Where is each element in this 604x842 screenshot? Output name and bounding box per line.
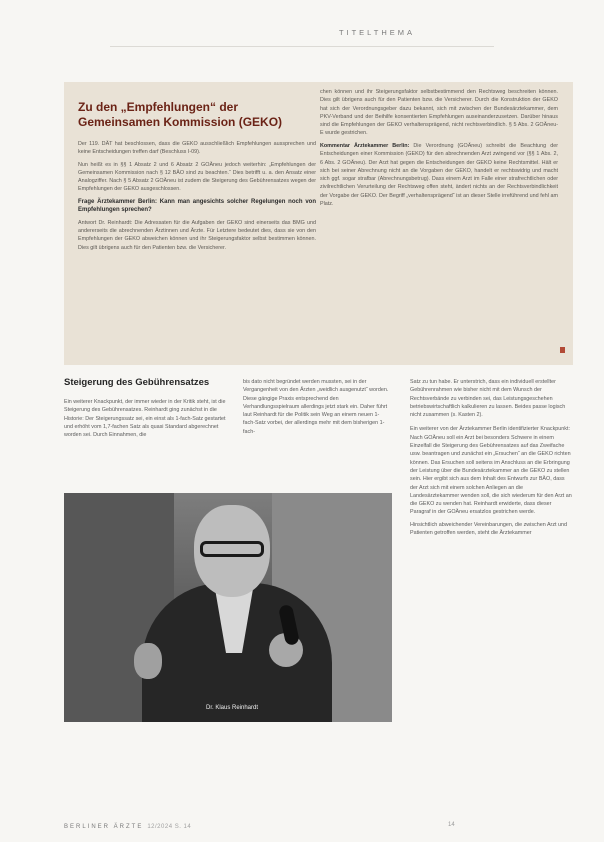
- speaker-hand-left: [134, 643, 162, 679]
- page-footer: [64, 824, 191, 830]
- header-divider: [110, 46, 494, 47]
- end-mark: [560, 347, 565, 353]
- box-question: Frage Ärztekammer Berlin: Kann man angesichts solcher Regelungen noch von Empfehlungen sprechen?: [78, 198, 316, 214]
- page-number: 14: [448, 822, 455, 828]
- article-text: Ein weiterer Knackpunkt, der immer wieder in der Kritik steht, ist die Steigerung des Gebührensatzes. Reinhardt ging zunächst in die Historie: Der Steigerungssatz sei, ein einst als 1-fach-Satz gestartet und erhöht vom 1,7-fachen Satz als quasi Standard abgerechnet worden sei. Durch Einnahmen, die: [64, 399, 226, 439]
- comment-label: Kommentar Ärztekammer Berlin:: [320, 142, 410, 149]
- box-paragraph: chen können und ihr Steigerungsfaktor selbstbestimmend den Rechtsweg beschreiten können. Dies gilt übrigens auch für den Patienten bzw. die Versicherer. Durch die Konstruktion der GEKO hat sich der Verordnungsgeber dazu bekannt, sich mit zwischen der Bundesärztekammer, dem PKV-Verband und der Beihilfe konsentierten Empfehlungen auseinanderzusetzen. Darüber hinaus sind die Empfehlungen der GEKO verhaltensprägend, nicht rechtsverbindlich. § 5 Abs. 2 GOÄneu-E wurde gestrichen.: [320, 89, 558, 137]
- article-column-3: [410, 378, 572, 541]
- box-paragraph: Nun heißt es in §§ 1 Absatz 2 und 6 Absatz 2 GOÄneu jedoch weiterhin: „Empfehlungen der Gemeinsamen Kommission nach § 12 BÄO sind zu beachten.“ Dies betrifft u. a. den Ansatz einer Analogziffer. Nach § 5 Absatz 2 GOÄneu ist zudem die Steigerung des Gebührensatzes wegen der Empfehlungen der GEKO ausgeschlossen.: [78, 161, 316, 193]
- speaker-photo: [64, 493, 392, 722]
- section-header: [0, 28, 604, 37]
- info-box-right-column: [320, 88, 558, 212]
- comment-text: Die Verordnung (GOÄneu) schreibt die Beachtung der Entscheidungen einer Kommission (GEKO) für den abrechnenden Arzt zwingend vor (§§ 1 Abs. 2, 6 Abs. 2 GOÄneu). Der Arzt hat gegen die Entscheidungen der GEKO keine Rechtsmittel. Hält er sich bei seiner Abrechnung nicht an die Vorgaben der GEKO, handelt er rechtswidrig und macht sich ggf. sogar strafbar (Abrechnungsbetrug). Dass einem Arzt im Falle einer strafrechtlichen oder zivilrechtlichen Verurteilung der Rechtsweg offen steht, ändert nichts an der Rechtsverbindlichkeit der Vorgabe der GEKO. Der Begriff „verhaltensprägend“ ist an dieser Stelle irreführend und fehl am Platz.: [320, 142, 558, 208]
- info-box-left-column: [78, 94, 316, 256]
- article-column-1: [64, 398, 229, 443]
- speaker-glasses: [200, 541, 264, 557]
- article-text: Hinsichtlich abweichender Vereinbarungen, die zwischen Arzt und Patienten getroffen werden, steht die Ärztekammer: [410, 521, 568, 537]
- box-answer: Antwort Dr. Reinhardt: Die Adressaten für die Aufgaben der GEKO sind einerseits das BMG und andererseits die abrechnenden Ärztinnen und Ärzte. Für Letztere bedeutet dies, dass sie von den Empfehlungen der GEKO abweichen können und ihr Steigerungsfaktor selbst bestimmen können. Dies gilt übrigens auch für den Patienten bzw. die Versicherer.: [78, 219, 316, 251]
- issue-info: 12/2024 S. 14: [147, 824, 192, 830]
- info-box-geko: [64, 82, 573, 365]
- article-text: bis dato nicht begründet werden mussten, sei in der Vergangenheit von den Ärzten „weidlich ausgenutzt“ worden. Diese gängige Praxis entsprechend den Verhandlungsspielraum allerdings jetzt stark ein. Daher führt laut Reinhardt für die Politik sein Weg an einem neuen 1-fach-Satz vorbei, der allerdings mehr mit dem bisherigen 1-fach-: [243, 379, 389, 435]
- article-column-2: [243, 378, 391, 440]
- section-heading: Steigerung des Gebührensatzes: [64, 377, 210, 388]
- info-box-title: Zu den „Empfehlungen“ der Gemeinsamen Kommission (GEKO): [78, 100, 283, 129]
- photo-caption: Dr. Klaus Reinhardt: [206, 705, 259, 711]
- box-paragraph: Der 119. DÄT hat beschlossen, dass die GEKO ausschließlich Empfehlungen aussprechen und keine Entscheidungen treffen darf (Beschluss I-09).: [78, 141, 316, 156]
- magazine-name: BERLINER ÄRZTE: [64, 824, 144, 830]
- article-text: Satz zu tun habe. Er unterstrich, dass ein individuell erstellter Gebührenrahmen wie bisher nicht mit dem Wunsch der Rechtsverbände zu verbinden sei, das Leistungsgeschehen betriebswirtschaftlich kalkulieren zu lassen. Beides passe logisch nicht zusammen (s. Kasten 2).: [410, 379, 566, 419]
- article-text: Ein weiterer von der Ärztekammer Berlin identifizierter Knackpunkt: Nach GOÄneu soll ein Arzt bei besonders Schwere in einem Einzelfall die Steigerung des Gebührensatzes auf das Zweifache usw. beantragen und zunächst ein „Ersuchen“ an die GEKO richten können. Das Ersuchen soll seitens im Anschluss an die Erbringung der Leistung über die Bundesärztekammer an die GEKO zu stellen sein. Hier ergibt sich aus dem Inhalt des Entwurfs zur BÄO, dass der Arzt sich mit einem solchen Anliegen an die Landesärztekammer wenden soll, die sich wiederum für den Arzt an die GEKO zu wenden hat. Reinhardt erwiderte, dass dieser Paragraf in der GOÄneu ersatzlos gestrichen werde.: [410, 426, 572, 516]
- section-label: TITELTHEMA: [338, 28, 416, 37]
